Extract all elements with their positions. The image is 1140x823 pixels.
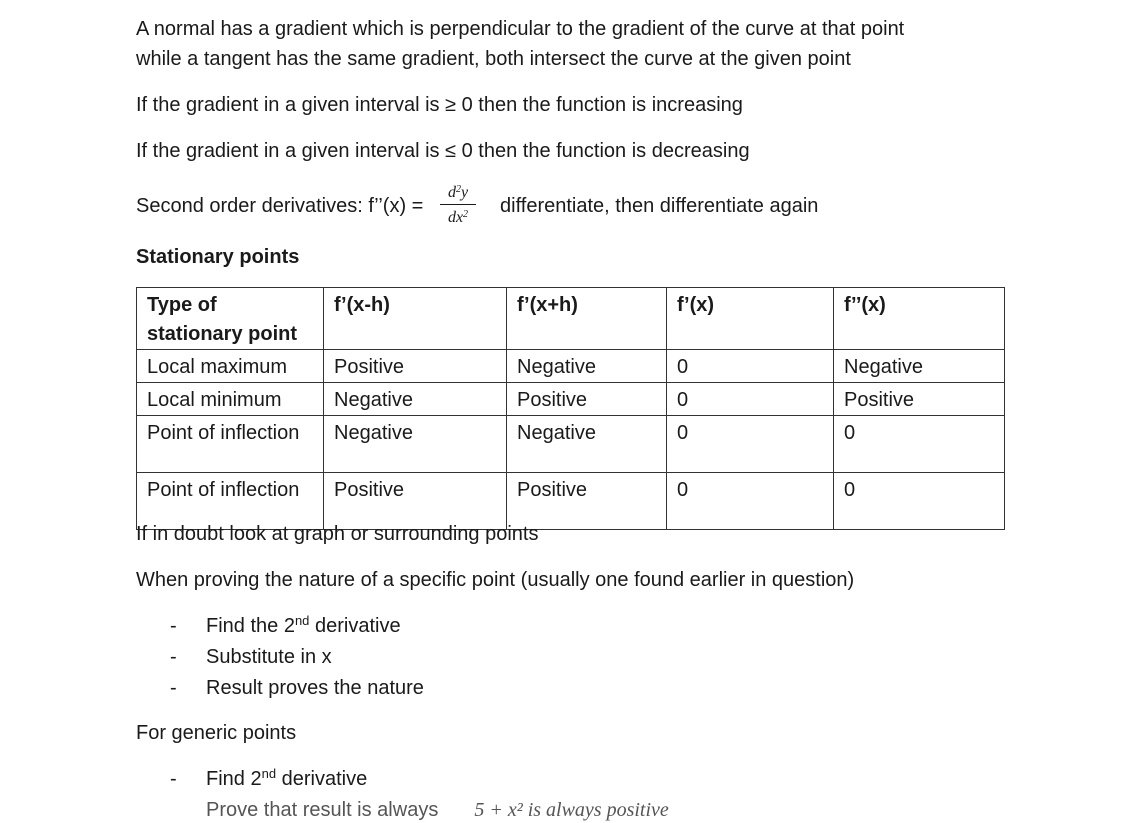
frac-den-dx: dx <box>447 209 464 226</box>
specific-step-1 <box>206 613 401 639</box>
table-cell: 0 <box>667 473 834 530</box>
step-text: derivative <box>309 615 401 637</box>
header-f-double-prime-x: f’’(x) <box>834 288 1005 350</box>
table-cell: 0 <box>834 473 1005 530</box>
table-cell: Negative <box>507 416 667 473</box>
step-text: Prove that result is always <box>206 799 439 821</box>
step-text: Find the 2 <box>206 615 295 637</box>
table-cell: Positive <box>507 473 667 530</box>
table-row <box>137 383 1005 416</box>
stationary-points-table <box>136 287 1005 530</box>
header-f-prime-x: f’(x) <box>667 288 834 350</box>
table-cell: Negative <box>507 350 667 383</box>
table-cell: Point of inflection <box>137 416 324 473</box>
second-order-label: Second order derivatives: f’’(x) = <box>136 195 424 217</box>
table-cell: Local minimum <box>137 383 324 416</box>
frac-num-var: y <box>460 184 469 201</box>
table-cell: 0 <box>667 350 834 383</box>
generic-step-1 <box>206 766 367 792</box>
table-row <box>137 416 1005 473</box>
table-cell: Positive <box>834 383 1005 416</box>
fraction-numerator <box>440 180 476 205</box>
header-type: Type of stationary point <box>137 288 324 350</box>
frac-num-sup: 2 <box>455 184 461 195</box>
table-cell: 0 <box>667 416 834 473</box>
proving-intro: When proving the nature of a specific point (usually one found earlier in question) <box>136 569 855 591</box>
table-cell: 0 <box>834 416 1005 473</box>
bullet-dash: - <box>170 677 177 699</box>
table-cell: Positive <box>507 383 667 416</box>
fraction-denominator <box>440 205 476 228</box>
table-row <box>137 350 1005 383</box>
step-text: derivative <box>276 768 368 790</box>
step-text: Find 2 <box>206 768 262 790</box>
second-derivative-fraction <box>440 180 476 228</box>
generic-step-2-cutoff <box>206 797 669 823</box>
specific-step-3: Result proves the nature <box>206 677 424 699</box>
table-cell: Positive <box>324 473 507 530</box>
frac-num-d: d <box>447 184 456 201</box>
math-expression: 5 + x² is always positive <box>474 799 669 821</box>
table-cell: 0 <box>667 383 834 416</box>
table-cell: Negative <box>834 350 1005 383</box>
ordinal-sup: nd <box>294 613 310 628</box>
bullet-dash: - <box>170 768 177 790</box>
generic-heading: For generic points <box>136 722 297 744</box>
increasing-rule: If the gradient in a given interval is ≥ 0 then the function is increasing <box>136 94 743 116</box>
intro-line-1: A normal has a gradient which is perpendicular to the gradient of the curve at that point <box>136 18 905 40</box>
header-f-prime-x-plus-h: f’(x+h) <box>507 288 667 350</box>
table-cell: Negative <box>324 383 507 416</box>
bullet-dash: - <box>170 646 177 668</box>
header-f-prime-x-minus-h: f’(x-h) <box>324 288 507 350</box>
specific-step-2: Substitute in x <box>206 646 332 668</box>
table-cell: Point of inflection <box>137 473 324 530</box>
table-cell: Negative <box>324 416 507 473</box>
second-order-description: differentiate, then differentiate again <box>500 195 819 217</box>
frac-den-sup: 2 <box>463 209 469 220</box>
stationary-heading: Stationary points <box>136 246 300 268</box>
table-header-row <box>137 288 1005 350</box>
ordinal-sup: nd <box>261 766 277 781</box>
table-cell: Local maximum <box>137 350 324 383</box>
decreasing-rule: If the gradient in a given interval is ≤ 0 then the function is decreasing <box>136 140 750 162</box>
table-cell: Positive <box>324 350 507 383</box>
bullet-dash: - <box>170 615 177 637</box>
intro-line-2: while a tangent has the same gradient, both intersect the curve at the given point <box>136 48 851 70</box>
doubt-note: If in doubt look at graph or surrounding points <box>136 523 539 545</box>
